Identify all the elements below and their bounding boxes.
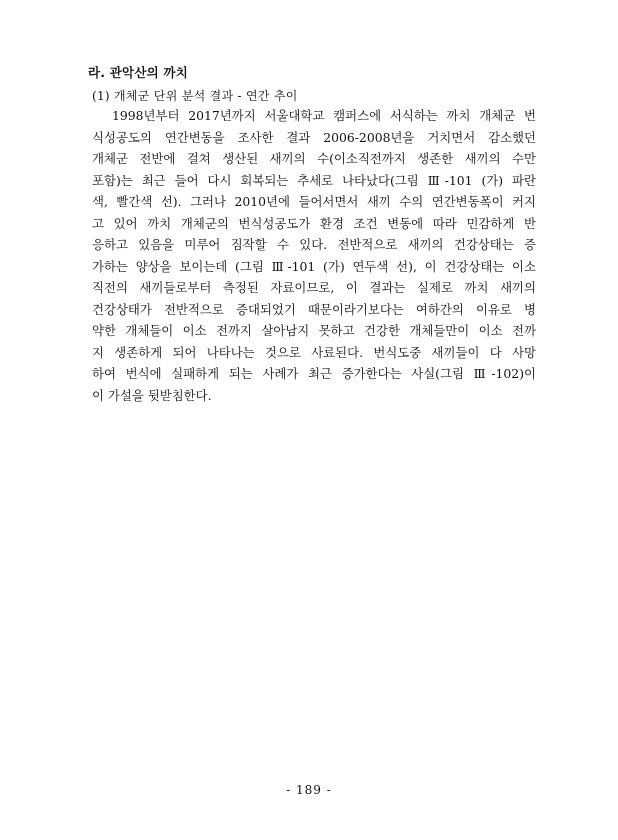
paragraph-line: 색, 빨간색 선). 그러나 2010년에 들어서면서 새끼 수의 연간변동폭이 커지	[92, 194, 536, 209]
subsection-heading: (1) 개체군 단위 분석 결과 - 연간 추이	[92, 89, 298, 103]
paragraph-line: 고 있어 까치 개체군의 번식성공도가 환경 조건 변동에 따라 민감하게 반	[92, 215, 536, 231]
paragraph-line: 응하고 있음을 미루어 짐작할 수 있다. 전반적으로 새끼의 건강상태는 증	[92, 237, 536, 252]
paragraph-line: 가하는 양상을 보이는데 (그림 Ⅲ-101 (가) 연두색 선), 이 건강상태는 이소	[92, 258, 536, 274]
paragraph-line: 지 생존하게 되어 나타나는 것으로 사료된다. 번식도중 새끼들이 다 사망	[92, 344, 536, 360]
section-heading: 라. 관악산의 까치	[88, 65, 188, 80]
paragraph-line: 식성공도의 연간변동을 조사한 결과 2006-2008년을 거치면서 감소했던	[92, 129, 536, 145]
paragraph-line: 개체군 전반에 걸쳐 생산된 새끼의 수(이소직전까지 생존한 새끼의 수만	[92, 151, 536, 166]
paragraph-line: 1998년부터 2017년까지 서울대학교 캠퍼스에 서식하는 까치 개체군 번	[112, 108, 536, 123]
paragraph-line: 직전의 새끼들로부터 측정된 자료이므로, 이 결과는 실제로 까치 새끼의	[92, 280, 536, 295]
paragraph-line: 하여 번식에 실패하게 되는 사례가 최근 증가한다는 사실(그림 Ⅲ-102)이	[92, 366, 536, 381]
paragraph-line: 약한 개체들이 이소 전까지 살아남지 못하고 건강한 개체들만이 이소 전까	[92, 323, 536, 338]
paragraph-line: 이 가설을 뒷받침한다.	[92, 387, 212, 403]
page-number: - 189 -	[286, 783, 332, 797]
paragraph-line: 건강상태가 전반적으로 증대되었기 때문이라기보다는 여하간의 이유로 병	[92, 301, 536, 317]
body-paragraph	[92, 105, 536, 406]
paragraph-line: 포함)는 최근 들어 다시 회복되는 추세로 나타났다(그림 Ⅲ-101 (가) 파란	[92, 172, 536, 188]
